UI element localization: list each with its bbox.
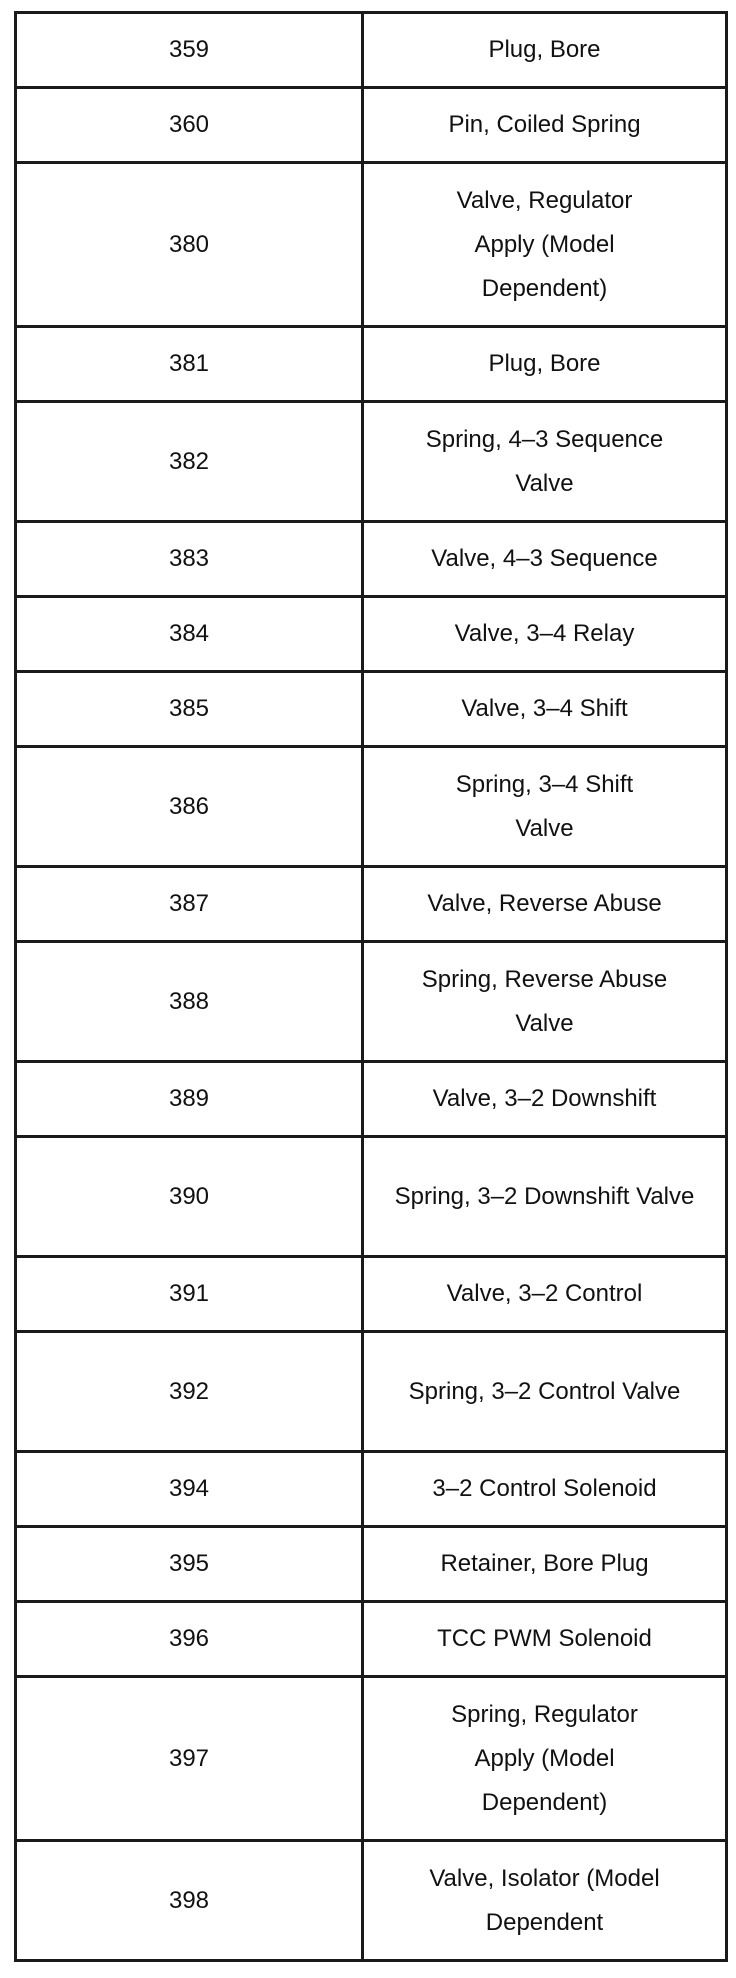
part-number: 385: [16, 672, 363, 747]
table-row: [16, 1452, 727, 1527]
table-row: [16, 597, 727, 672]
part-description: Valve, 3–4 Shift: [363, 672, 727, 747]
table-row: [16, 1527, 727, 1602]
part-description: Pin, Coiled Spring: [363, 88, 727, 163]
part-number: 391: [16, 1257, 363, 1332]
part-number: 389: [16, 1062, 363, 1137]
part-description: Valve, Isolator (Model Dependent: [363, 1841, 727, 1961]
part-number: 359: [16, 13, 363, 88]
part-description: Spring, 4–3 Sequence Valve: [363, 402, 727, 522]
part-number: 380: [16, 163, 363, 327]
part-description: Retainer, Bore Plug: [363, 1527, 727, 1602]
part-number: 390: [16, 1137, 363, 1257]
part-description: Spring, 3–4 Shift Valve: [363, 747, 727, 867]
part-number: 386: [16, 747, 363, 867]
part-description: Plug, Bore: [363, 13, 727, 88]
part-number: 360: [16, 88, 363, 163]
part-description: Plug, Bore: [363, 327, 727, 402]
parts-table-body: [16, 13, 727, 1961]
table-row: [16, 163, 727, 327]
part-description: Spring, Regulator Apply (Model Dependent): [363, 1677, 727, 1841]
part-description: Spring, 3–2 Downshift Valve: [363, 1137, 727, 1257]
part-number: 381: [16, 327, 363, 402]
table-row: [16, 1332, 727, 1452]
part-description: TCC PWM Solenoid: [363, 1602, 727, 1677]
table-row: [16, 867, 727, 942]
part-number: 382: [16, 402, 363, 522]
table-row: [16, 327, 727, 402]
part-number: 398: [16, 1841, 363, 1961]
part-number: 394: [16, 1452, 363, 1527]
table-row: [16, 1602, 727, 1677]
table-row: [16, 13, 727, 88]
part-number: 392: [16, 1332, 363, 1452]
part-description: Valve, Reverse Abuse: [363, 867, 727, 942]
table-row: [16, 1841, 727, 1961]
part-description: Valve, 3–4 Relay: [363, 597, 727, 672]
part-number: 387: [16, 867, 363, 942]
part-description: Spring, 3–2 Control Valve: [363, 1332, 727, 1452]
part-description: Valve, 4–3 Sequence: [363, 522, 727, 597]
table-row: [16, 522, 727, 597]
part-description: Valve, 3–2 Control: [363, 1257, 727, 1332]
table-row: [16, 1062, 727, 1137]
parts-table: [14, 11, 728, 1962]
table-row: [16, 672, 727, 747]
part-number: 388: [16, 942, 363, 1062]
part-number: 396: [16, 1602, 363, 1677]
table-row: [16, 1257, 727, 1332]
table-row: [16, 1137, 727, 1257]
part-number: 383: [16, 522, 363, 597]
table-row: [16, 1677, 727, 1841]
table-row: [16, 942, 727, 1062]
table-row: [16, 402, 727, 522]
part-number: 395: [16, 1527, 363, 1602]
part-description: 3–2 Control Solenoid: [363, 1452, 727, 1527]
table-row: [16, 88, 727, 163]
part-number: 397: [16, 1677, 363, 1841]
part-number: 384: [16, 597, 363, 672]
part-description: Valve, 3–2 Downshift: [363, 1062, 727, 1137]
part-description: Valve, Regulator Apply (Model Dependent): [363, 163, 727, 327]
part-description: Spring, Reverse Abuse Valve: [363, 942, 727, 1062]
table-row: [16, 747, 727, 867]
